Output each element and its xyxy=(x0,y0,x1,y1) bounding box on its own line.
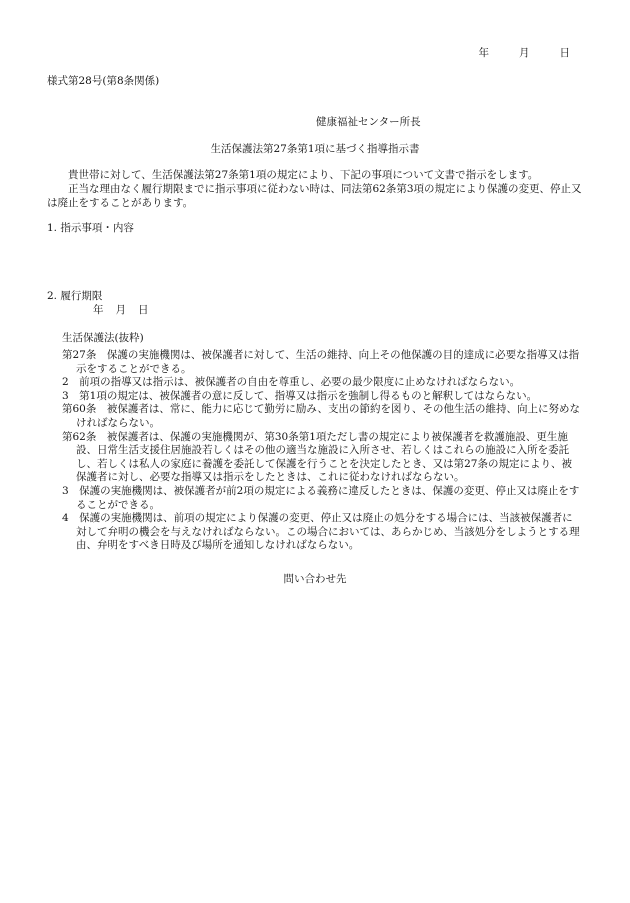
deadline-date-line xyxy=(93,303,149,317)
intro-paragraph: 貴世帯に対して、生活保護法第27条第1項の規定により、下記の事項について文書で指示をします。 xyxy=(68,169,539,181)
issue-date-line xyxy=(479,46,571,60)
document-title: 生活保護法第27条第1項に基づく指導指示書 xyxy=(210,143,420,155)
date-month: 月 xyxy=(519,47,530,59)
law-excerpt xyxy=(62,349,582,553)
intro-paragraph: 正当な理由なく履行期限までに指示事項に従わない時は、同法第62条第3項の規定により保護の変更、停止又は廃止をすることがあります。 xyxy=(47,183,582,209)
law-article-62-clause-4: 4 保護の実施機関は、前項の規定により保護の変更、停止又は廃止の処分をする場合には、当該被保護者に対して弁明の機会を与えなければならない。この場合においては、あらかじめ、当該処分をしようとする理由、弁明をすべき日時及び場所を通知しなければならない。 xyxy=(62,512,580,552)
law-article-27: 第27条 保護の実施機関は、被保護者に対して、生活の維持、向上その他保護の目的達成に必要な指導又は指示をすることができる。 xyxy=(62,349,580,375)
contact-heading: 問い合わせ先 xyxy=(283,573,347,585)
deadline-month: 月 xyxy=(115,304,126,316)
section-deadline-heading: 2. 履行期限 xyxy=(47,290,103,302)
section-instruction-heading: 1. 指示事項・内容 xyxy=(47,222,134,234)
law-article-62: 第62条 被保護者は、保護の実施機関が、第30条第1項ただし書の規定により被保護者を救護施設、更生施設、日常生活支援住居施設若しくはその他の適当な施設に入所させ、若しくはこれらの施設に入所を委託し、若しくは私人の家庭に養護を委託して保護を行うことを決定したとき、又は第27条の規定により、被保護者に対し、必要な指導又は指示をしたときは、これに従わなければならない。 xyxy=(62,430,572,484)
date-day: 日 xyxy=(559,47,570,59)
deadline-year: 年 xyxy=(93,304,104,316)
law-article-27-clause-2: 2 前項の指導又は指示は、被保護者の自由を尊重し、必要の最少限度に止めなければならない。 xyxy=(62,376,521,389)
law-article-60: 第60条 被保護者は、常に、能力に応じて勤労に励み、支出の節約を図り、その他生活の維持、向上に努めなければならない。 xyxy=(62,403,580,429)
law-article-62-clause-3: 3 保護の実施機関は、被保護者が前2項の規定による義務に違反したときは、保護の変更、停止又は廃止をすることができる。 xyxy=(62,484,580,511)
date-year: 年 xyxy=(478,47,489,59)
law-excerpt-heading: 生活保護法(抜粋) xyxy=(62,332,144,344)
intro-text xyxy=(47,168,587,210)
issuer-name: 健康福祉センター所長 xyxy=(316,116,421,128)
law-article-27-clause-3: 3 第1項の規定は、被保護者の意に反して、指導又は指示を強制し得るものと解釈してはならない。 xyxy=(62,389,538,402)
deadline-day: 日 xyxy=(138,304,149,316)
form-number: 様式第28号(第8条関係) xyxy=(47,75,160,87)
